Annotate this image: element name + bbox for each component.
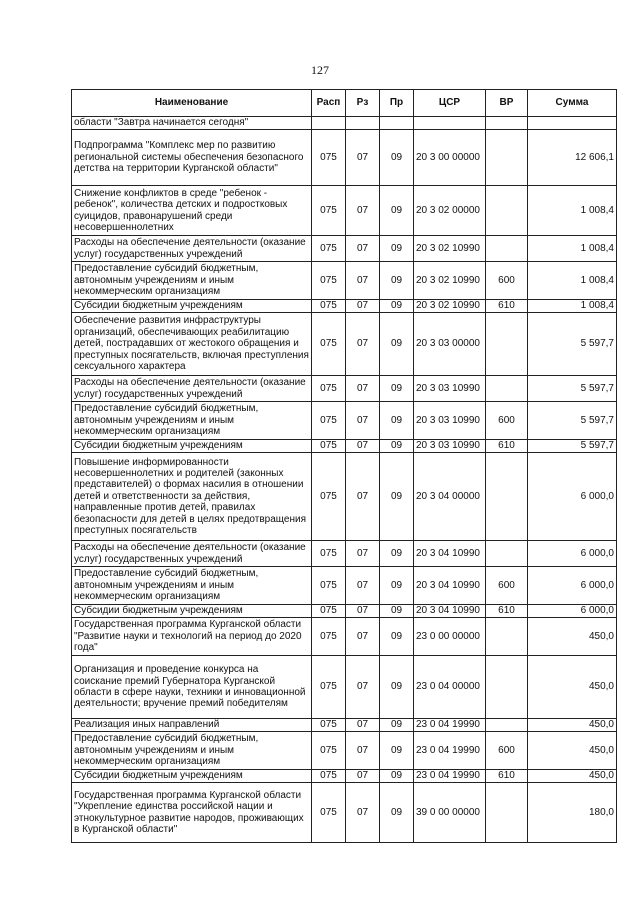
row-sum: 6 000,0 — [528, 567, 617, 605]
row-rasp: 075 — [312, 541, 346, 567]
row-sum: 1 008,4 — [528, 236, 617, 262]
row-csr: 20 3 02 10990 — [414, 236, 486, 262]
row-name: Предоставление субсидий бюджетным, автономным учреждениям и иным некоммерческим организациям — [72, 262, 312, 300]
row-rasp: 075 — [312, 605, 346, 618]
row-rasp: 075 — [312, 770, 346, 783]
row-rasp — [312, 117, 346, 130]
row-csr: 20 3 02 00000 — [414, 186, 486, 236]
row-sum: 6 000,0 — [528, 605, 617, 618]
row-pr — [380, 117, 414, 130]
row-rasp: 075 — [312, 618, 346, 656]
table-row — [72, 719, 617, 732]
table-row — [72, 605, 617, 618]
row-sum: 6 000,0 — [528, 453, 617, 541]
row-csr: 39 0 00 00000 — [414, 783, 486, 843]
table-row — [72, 541, 617, 567]
row-csr — [414, 117, 486, 130]
row-sum: 180,0 — [528, 783, 617, 843]
row-vr — [486, 719, 528, 732]
row-rasp: 075 — [312, 236, 346, 262]
row-rz: 07 — [346, 376, 380, 402]
row-sum: 5 597,7 — [528, 440, 617, 453]
row-csr: 20 3 03 10990 — [414, 402, 486, 440]
row-sum: 450,0 — [528, 770, 617, 783]
row-csr: 20 3 04 10990 — [414, 541, 486, 567]
row-pr: 09 — [380, 732, 414, 770]
column-header-sum: Сумма — [528, 90, 617, 117]
row-sum: 450,0 — [528, 719, 617, 732]
table-row — [72, 313, 617, 376]
row-csr: 20 3 02 10990 — [414, 262, 486, 300]
row-name: Субсидии бюджетным учреждениям — [72, 300, 312, 313]
row-pr: 09 — [380, 402, 414, 440]
row-rasp: 075 — [312, 783, 346, 843]
row-vr — [486, 313, 528, 376]
row-rz: 07 — [346, 783, 380, 843]
row-rz: 07 — [346, 605, 380, 618]
row-vr — [486, 236, 528, 262]
table-row — [72, 130, 617, 186]
row-sum — [528, 117, 617, 130]
row-name: Расходы на обеспечение деятельности (оказание услуг) государственных учреждений — [72, 376, 312, 402]
row-pr: 09 — [380, 376, 414, 402]
row-pr: 09 — [380, 656, 414, 719]
row-vr — [486, 783, 528, 843]
row-rz: 07 — [346, 732, 380, 770]
row-vr — [486, 453, 528, 541]
row-csr: 20 3 04 10990 — [414, 567, 486, 605]
row-name: Подпрограмма "Комплекс мер по развитию региональной системы обеспечения безопасного детства на территории Курганской области" — [72, 130, 312, 186]
row-pr: 09 — [380, 262, 414, 300]
row-vr: 610 — [486, 300, 528, 313]
row-rasp: 075 — [312, 300, 346, 313]
table-row — [72, 376, 617, 402]
row-vr — [486, 656, 528, 719]
row-sum: 450,0 — [528, 656, 617, 719]
table-row — [72, 783, 617, 843]
row-rz: 07 — [346, 719, 380, 732]
row-rasp: 075 — [312, 402, 346, 440]
table-row — [72, 300, 617, 313]
row-rasp: 075 — [312, 262, 346, 300]
row-vr — [486, 130, 528, 186]
table-header-row — [72, 90, 617, 117]
column-header-csr: ЦСР — [414, 90, 486, 117]
row-pr: 09 — [380, 719, 414, 732]
row-rz: 07 — [346, 440, 380, 453]
row-csr: 20 3 04 00000 — [414, 453, 486, 541]
row-name: Предоставление субсидий бюджетным, автономным учреждениям и иным некоммерческим организациям — [72, 402, 312, 440]
row-rasp: 075 — [312, 453, 346, 541]
row-pr: 09 — [380, 236, 414, 262]
row-sum: 450,0 — [528, 732, 617, 770]
row-rz: 07 — [346, 770, 380, 783]
table-row — [72, 186, 617, 236]
row-rz: 07 — [346, 313, 380, 376]
row-name: Государственная программа Курганской области "Укрепление единства российской нации и этнокультурное развитие народов, проживающих в Курганской области" — [72, 783, 312, 843]
row-name: Реализация иных направлений — [72, 719, 312, 732]
row-name: Организация и проведение конкурса на соискание премий Губернатора Курганской области в сфере науки, техники и инновационной деятельности; вручение премий победителям — [72, 656, 312, 719]
row-pr: 09 — [380, 541, 414, 567]
row-rasp: 075 — [312, 313, 346, 376]
row-csr: 20 3 03 10990 — [414, 376, 486, 402]
row-pr: 09 — [380, 770, 414, 783]
row-rz: 07 — [346, 541, 380, 567]
row-csr: 23 0 04 19990 — [414, 770, 486, 783]
table-row — [72, 236, 617, 262]
row-pr: 09 — [380, 130, 414, 186]
row-rz — [346, 117, 380, 130]
row-pr: 09 — [380, 453, 414, 541]
row-name: Субсидии бюджетным учреждениям — [72, 440, 312, 453]
row-rz: 07 — [346, 186, 380, 236]
row-name: Расходы на обеспечение деятельности (оказание услуг) государственных учреждений — [72, 541, 312, 567]
row-rz: 07 — [346, 130, 380, 186]
row-vr: 610 — [486, 440, 528, 453]
column-header-rasp: Расп — [312, 90, 346, 117]
table-row — [72, 117, 617, 130]
row-rz: 07 — [346, 656, 380, 719]
row-vr — [486, 618, 528, 656]
row-rz: 07 — [346, 567, 380, 605]
row-vr — [486, 541, 528, 567]
row-sum: 5 597,7 — [528, 402, 617, 440]
table-row — [72, 440, 617, 453]
row-rasp: 075 — [312, 440, 346, 453]
row-sum: 5 597,7 — [528, 376, 617, 402]
row-sum: 1 008,4 — [528, 262, 617, 300]
row-csr: 20 3 03 00000 — [414, 313, 486, 376]
row-sum: 12 606,1 — [528, 130, 617, 186]
row-name: Повышение информированности несовершеннолетних и родителей (законных представителей) о формах насилия в отношении детей и ответственности за действия, направленные против детей, правилах безопасности для детей в целях предотвращения преступных посягательств — [72, 453, 312, 541]
row-rasp: 075 — [312, 567, 346, 605]
budget-table — [71, 89, 617, 843]
column-header-rz: Рз — [346, 90, 380, 117]
row-rasp: 075 — [312, 130, 346, 186]
row-rz: 07 — [346, 236, 380, 262]
row-rasp: 075 — [312, 376, 346, 402]
table-row — [72, 262, 617, 300]
column-header-vr: ВР — [486, 90, 528, 117]
row-name: Обеспечение развития инфраструктуры организаций, обеспечивающих реабилитацию детей, пострадавших от жестокого обращения и преступных посягательств, включая преступления сексуального характера — [72, 313, 312, 376]
row-sum: 450,0 — [528, 618, 617, 656]
row-vr: 610 — [486, 605, 528, 618]
row-csr: 23 0 04 19990 — [414, 732, 486, 770]
row-vr — [486, 376, 528, 402]
table-row — [72, 453, 617, 541]
row-csr: 23 0 00 00000 — [414, 618, 486, 656]
row-csr: 20 3 04 10990 — [414, 605, 486, 618]
row-name: Расходы на обеспечение деятельности (оказание услуг) государственных учреждений — [72, 236, 312, 262]
row-name: Государственная программа Курганской области "Развитие науки и технологий на период до 2020 года" — [72, 618, 312, 656]
row-rz: 07 — [346, 618, 380, 656]
row-csr: 23 0 04 19990 — [414, 719, 486, 732]
row-name: области "Завтра начинается сегодня" — [72, 117, 312, 130]
row-pr: 09 — [380, 605, 414, 618]
row-vr — [486, 117, 528, 130]
table-row — [72, 770, 617, 783]
row-rz: 07 — [346, 300, 380, 313]
row-rz: 07 — [346, 402, 380, 440]
page-number: 127 — [311, 63, 329, 77]
table-row — [72, 618, 617, 656]
row-name: Предоставление субсидий бюджетным, автономным учреждениям и иным некоммерческим организациям — [72, 567, 312, 605]
table-row — [72, 656, 617, 719]
row-rz: 07 — [346, 262, 380, 300]
row-vr: 610 — [486, 770, 528, 783]
row-vr: 600 — [486, 402, 528, 440]
table-row — [72, 402, 617, 440]
row-csr: 20 3 03 10990 — [414, 440, 486, 453]
row-pr: 09 — [380, 618, 414, 656]
row-rasp: 075 — [312, 719, 346, 732]
row-rz: 07 — [346, 453, 380, 541]
row-rasp: 075 — [312, 656, 346, 719]
row-pr: 09 — [380, 440, 414, 453]
row-name: Предоставление субсидий бюджетным, автономным учреждениям и иным некоммерческим организациям — [72, 732, 312, 770]
row-vr: 600 — [486, 262, 528, 300]
row-vr: 600 — [486, 732, 528, 770]
row-vr: 600 — [486, 567, 528, 605]
row-name: Снижение конфликтов в среде "ребенок - ребенок", количества детских и подростковых суицидов, правонарушений среди несовершеннолетних — [72, 186, 312, 236]
row-pr: 09 — [380, 313, 414, 376]
row-rasp: 075 — [312, 186, 346, 236]
row-pr: 09 — [380, 567, 414, 605]
row-csr: 20 3 00 00000 — [414, 130, 486, 186]
table-row — [72, 567, 617, 605]
row-pr: 09 — [380, 300, 414, 313]
row-csr: 20 3 02 10990 — [414, 300, 486, 313]
row-name: Субсидии бюджетным учреждениям — [72, 770, 312, 783]
row-pr: 09 — [380, 186, 414, 236]
row-sum: 6 000,0 — [528, 541, 617, 567]
column-header-name: Наименование — [72, 90, 312, 117]
row-sum: 1 008,4 — [528, 300, 617, 313]
row-sum: 1 008,4 — [528, 186, 617, 236]
row-rasp: 075 — [312, 732, 346, 770]
row-pr: 09 — [380, 783, 414, 843]
column-header-pr: Пр — [380, 90, 414, 117]
row-vr — [486, 186, 528, 236]
row-csr: 23 0 04 00000 — [414, 656, 486, 719]
row-sum: 5 597,7 — [528, 313, 617, 376]
table-row — [72, 732, 617, 770]
row-name: Субсидии бюджетным учреждениям — [72, 605, 312, 618]
